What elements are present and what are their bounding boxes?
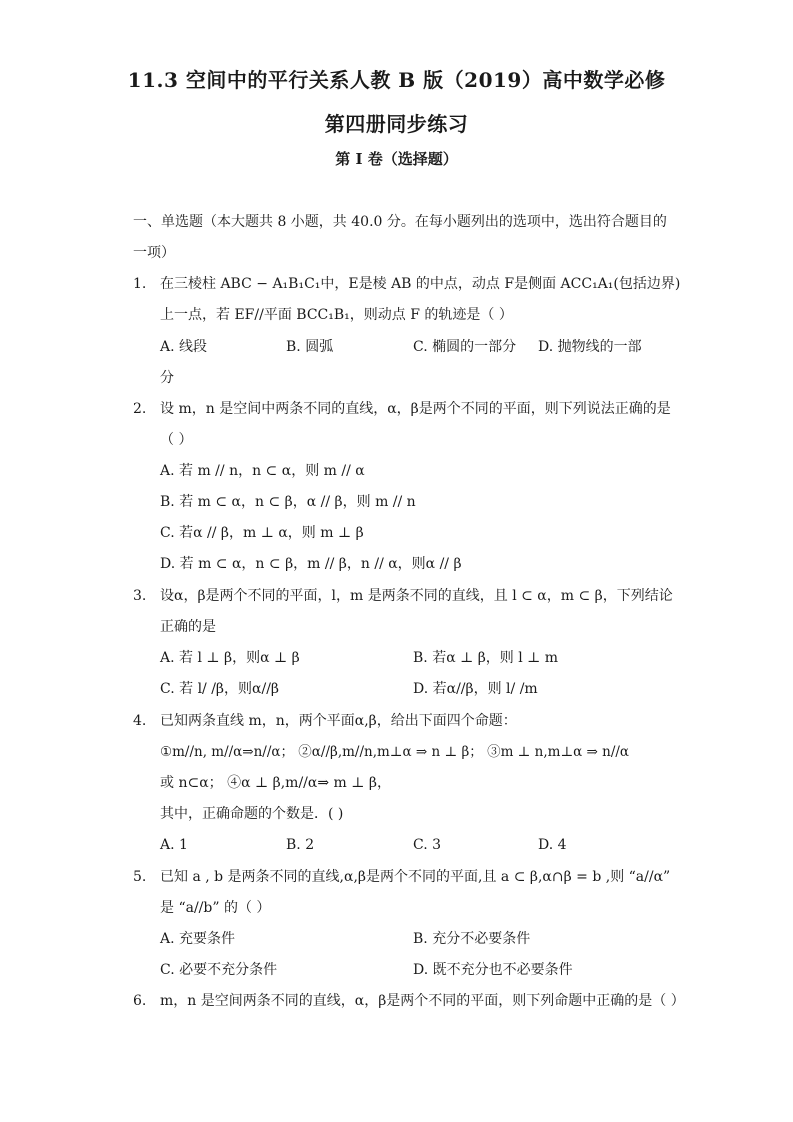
question-2-text-line-2: （ ） (160, 432, 193, 448)
question-5-text-line-1: 已知 a , b 是两条不同的直线,α,β是两个不同的平面,且 a ⊂ β,α∩β = b ,则 “a//α” (160, 869, 671, 885)
question-5-option-d: D. 既不充分也不必要条件 (413, 962, 573, 978)
section-heading-line-1: 一、单选题（本大题共 8 小题，共 40.0 分。在每小题列出的选项中，选出符合题目的 (133, 214, 667, 230)
question-2-option-b: B. 若 m ⊂ α，n ⊂ β，α // β，则 m // n (160, 494, 416, 510)
question-5-text-line-2: 是 “a//b” 的（ ） (160, 900, 271, 916)
question-4-option-c: C. 3 (413, 837, 442, 853)
exam-title-line-1: 11.3 空间中的平行关系人教 B 版（2019）高中数学必修 (127, 68, 666, 92)
question-3-number: 3. (133, 588, 147, 604)
section-heading-line-2: 一项） (133, 245, 175, 261)
question-4-text-line-4: 其中，正确命题的个数是．( ) (160, 806, 344, 822)
question-4-option-d: D. 4 (538, 837, 567, 853)
question-1-text-line-1: 在三棱柱 ABC − A₁B₁C₁中，E是棱 AB 的中点，动点 F是侧面 ACC₁A₁(包括边界) (160, 276, 681, 292)
volume-subtitle: 第 I 卷（选择题） (335, 150, 458, 168)
question-6-text-line-1: m，n 是空间两条不同的直线，α，β是两个不同的平面，则下列命题中正确的是（ ） (160, 993, 685, 1009)
question-1-option-d: D. 抛物线的一部 (538, 339, 642, 355)
question-5-option-a: A. 充要条件 (160, 931, 236, 947)
question-3-option-b: B. 若α ⊥ β，则 l ⊥ m (413, 650, 559, 666)
question-2-text-line-1: 设 m，n 是空间中两条不同的直线，α，β是两个不同的平面，则下列说法正确的是 (160, 401, 671, 417)
question-3-text-line-1: 设α，β是两个不同的平面，l，m 是两条不同的直线，且 l ⊂ α，m ⊂ β，下列结论 (160, 588, 673, 604)
question-6-number: 6. (133, 993, 147, 1009)
question-3-option-d: D. 若α//β，则 l/ /m (413, 681, 538, 697)
question-3-text-line-2: 正确的是 (160, 619, 216, 635)
question-1-text-line-2: 上一点，若 EF//平面 BCC₁B₁，则动点 F 的轨迹是（ ） (160, 307, 513, 323)
question-4-text-line-3: 或 n⊂α； ④α ⊥ β,m//α⇒ m ⊥ β， (160, 775, 391, 791)
question-2-option-a: A. 若 m // n，n ⊂ α，则 m // α (160, 463, 365, 479)
question-2-number: 2. (133, 401, 147, 417)
question-3-option-a: A. 若 l ⊥ β，则α ⊥ β (160, 650, 300, 666)
question-4-text-line-2: ①m//n, m//α⇒n//α； ②α//β,m//n,m⊥α ⇒ n ⊥ β； ③m ⊥ n,m⊥α ⇒ n//α (160, 744, 630, 760)
question-2-option-d: D. 若 m ⊂ α，n ⊂ β，m // β，n // α，则α // β (160, 556, 462, 572)
question-2-option-c: C. 若α // β，m ⊥ α，则 m ⊥ β (160, 525, 364, 541)
question-4-option-a: A. 1 (160, 837, 188, 853)
question-1-option-a: A. 线段 (160, 339, 208, 355)
question-3-option-c: C. 若 l/ /β，则α//β (160, 681, 279, 697)
question-4-text-line-1: 已知两条直线 m，n，两个平面α,β，给出下面四个命题： (160, 713, 517, 729)
exam-title-line-2: 第四册同步练习 (324, 112, 469, 136)
question-5-option-b: B. 充分不必要条件 (413, 931, 531, 947)
question-4-option-b: B. 2 (286, 837, 315, 853)
question-1-option-d-wrap: 分 (160, 370, 174, 386)
question-5-number: 5. (133, 869, 147, 885)
question-1-option-b: B. 圆弧 (286, 339, 334, 355)
question-4-number: 4. (133, 713, 147, 729)
question-1-number: 1. (133, 276, 147, 292)
question-1-option-c: C. 椭圆的一部分 (413, 339, 517, 355)
question-5-option-c: C. 必要不充分条件 (160, 962, 278, 978)
